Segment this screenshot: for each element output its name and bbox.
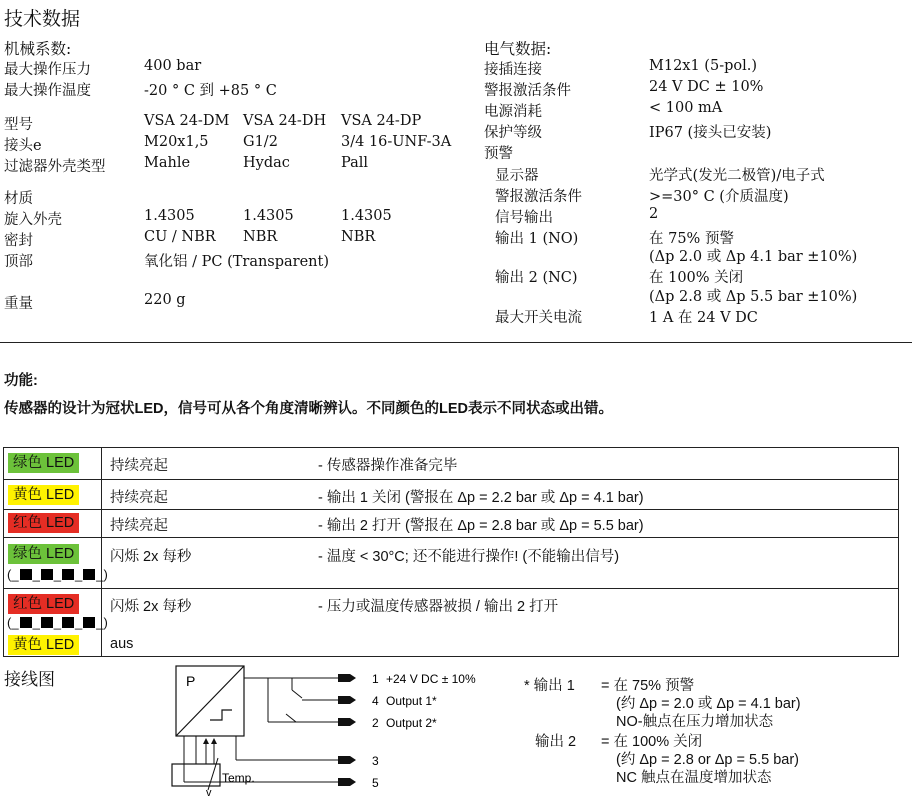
led-desc: - 传感器操作准备完毕: [318, 458, 458, 474]
alarm-cond2-label: 警报激活条件: [495, 189, 582, 205]
top-value: 氧化铝 / PC (Transparent): [144, 254, 330, 270]
pin-2-label: Output 2*: [386, 716, 437, 730]
led-label-red: 红色 LED: [8, 594, 79, 614]
led-label-green: 绿色 LED: [8, 544, 79, 564]
display-label: 显示器: [495, 168, 539, 184]
led-label-green: 绿色 LED: [8, 453, 79, 473]
led-state: 持续亮起: [110, 490, 168, 506]
seal-value-3: NBR: [341, 229, 376, 245]
signal-out-value: 2: [649, 206, 659, 222]
pin-1: 1: [372, 672, 379, 686]
out1-label: 输出 1 (NO): [495, 231, 579, 247]
row-divider: [3, 537, 899, 538]
led-label-red: 红色 LED: [8, 513, 79, 533]
blink-pattern-icon: (_ _ _ _ _): [7, 567, 108, 582]
pin-5: 5: [372, 776, 379, 790]
led-desc: - 压力或温度传感器被损 / 输出 2 打开: [318, 599, 559, 615]
model-value-2: VSA 24-DH: [243, 113, 327, 129]
note-out2-eq: = 在 100% 关闭: [601, 734, 703, 750]
pin-connector-icon: [338, 674, 356, 786]
out2-label: 输出 2 (NC): [495, 270, 578, 286]
led-desc: - 温度 < 30°C; 还不能进行操作! (不能输出信号): [318, 549, 620, 565]
screw-housing-value-2: 1.4305: [243, 208, 294, 224]
led-label-yellow: 黄色 LED: [8, 485, 79, 505]
led-state: 持续亮起: [110, 518, 168, 534]
pin-4: 4: [372, 694, 379, 708]
electrical-heading: 电气数据:: [484, 40, 552, 58]
plug-label: 接插连接: [484, 62, 542, 78]
function-heading: 功能:: [4, 373, 38, 389]
signal-out-label: 信号输出: [495, 210, 553, 226]
filter-housing-value-1: Mahle: [144, 155, 191, 171]
wiring-diagram: [160, 660, 520, 796]
protection-value: IP67 (接头已安装): [649, 125, 772, 141]
function-text: 传感器的设计为冠状LED，信号可从各个角度清晰辨认。不同颜色的LED表示不同状态或出错。: [4, 401, 613, 417]
row-divider: [3, 509, 899, 510]
screw-housing-value-1: 1.4305: [144, 208, 195, 224]
max-current-value: 1 A 在 24 V DC: [649, 310, 758, 326]
out1-value2: (Δp 2.0 或 Δp 4.1 bar ±10%): [649, 249, 858, 265]
pin-1-label: +24 V DC ± 10%: [386, 672, 476, 686]
display-value: 光学式(发光二极管)/电子式: [649, 168, 825, 184]
wiring-heading: 接线图: [4, 670, 55, 689]
screw-housing-label: 旋入外壳: [4, 212, 62, 228]
alarm-cond-value: 24 V DC ± 10%: [649, 79, 764, 95]
note-out2-b: NC 触点在温度增加状态: [616, 770, 772, 786]
led-desc: - 输出 2 打开 (警报在 Δp = 2.8 bar 或 Δp = 5.5 bar): [318, 518, 644, 534]
power-label: 电源消耗: [484, 104, 542, 120]
note-out1-eq: = 在 75% 预警: [601, 678, 695, 694]
seal-value-1: CU / NBR: [144, 229, 216, 245]
connector-value-2: G1/2: [243, 134, 278, 150]
filter-housing-value-3: Pall: [341, 155, 369, 171]
led-label-yellow: 黄色 LED: [8, 635, 79, 655]
out1-value: 在 75% 预警: [649, 231, 734, 247]
pin-3: 3: [372, 754, 379, 768]
max-temp-value: -20 ° C 到 +85 ° C: [144, 83, 277, 99]
seal-label: 密封: [4, 233, 33, 249]
row-divider: [3, 588, 899, 589]
power-value: < 100 mA: [649, 100, 723, 116]
note-out1-b: NO-触点在压力增加状态: [616, 714, 774, 730]
top-label: 顶部: [4, 254, 33, 270]
led-state: aus: [110, 636, 134, 652]
out2-value2: (Δp 2.8 或 Δp 5.5 bar ±10%): [649, 289, 858, 305]
max-temp-label: 最大操作温度: [4, 83, 91, 99]
max-pressure-value: 400 bar: [144, 58, 202, 74]
mechanical-heading: 机械系数:: [4, 40, 72, 58]
connector-value-3: 3/4 16-UNF-3A: [341, 134, 452, 150]
temp-label: Temp.: [222, 771, 255, 785]
pin-2: 2: [372, 716, 379, 730]
model-value-1: VSA 24-DM: [144, 113, 230, 129]
note-out2-a: (约 Δp = 2.8 or Δp = 5.5 bar): [616, 752, 799, 768]
alarm-cond-label: 警报激活条件: [484, 83, 571, 99]
weight-value: 220 g: [144, 292, 186, 308]
max-pressure-label: 最大操作压力: [4, 62, 91, 78]
connector-label: 接头e: [4, 138, 42, 154]
connector-value-1: M20x1,5: [144, 134, 209, 150]
blink-pattern-icon: (_ _ _ _ _): [7, 615, 108, 630]
note-star-out1: * 输出 1: [524, 678, 575, 694]
out2-value: 在 100% 关闭: [649, 270, 744, 286]
max-current-label: 最大开关电流: [495, 310, 582, 326]
v-label: v: [206, 787, 212, 796]
alarm-cond2-value: >=30° C (介质温度): [649, 189, 789, 205]
material-heading: 材质: [4, 191, 33, 207]
led-state: 持续亮起: [110, 458, 168, 474]
pin-4-label: Output 1*: [386, 694, 437, 708]
model-value-3: VSA 24-DP: [341, 113, 422, 129]
led-state: 闪烁 2x 每秒: [110, 599, 192, 615]
led-desc: - 输出 1 关闭 (警报在 Δp = 2.2 bar 或 Δp = 4.1 bar): [318, 490, 644, 506]
warning-heading: 预警: [484, 146, 513, 162]
note-out2-label: 输出 2: [535, 734, 577, 750]
page-title: 技术数据: [4, 8, 81, 30]
row-divider: [3, 479, 899, 480]
led-state: 闪烁 2x 每秒: [110, 549, 192, 565]
sensor-box-label: P: [186, 673, 196, 689]
protection-label: 保护等级: [484, 125, 542, 141]
section-divider: [0, 342, 912, 343]
screw-housing-value-3: 1.4305: [341, 208, 392, 224]
filter-housing-label: 过滤器外壳类型: [4, 159, 106, 175]
seal-value-2: NBR: [243, 229, 278, 245]
plug-value: M12x1 (5-pol.): [649, 58, 758, 74]
filter-housing-value-2: Hydac: [243, 155, 290, 171]
note-out1-a: (约 Δp = 2.0 或 Δp = 4.1 bar): [616, 696, 801, 712]
model-label: 型号: [4, 117, 33, 133]
weight-label: 重量: [4, 296, 33, 312]
